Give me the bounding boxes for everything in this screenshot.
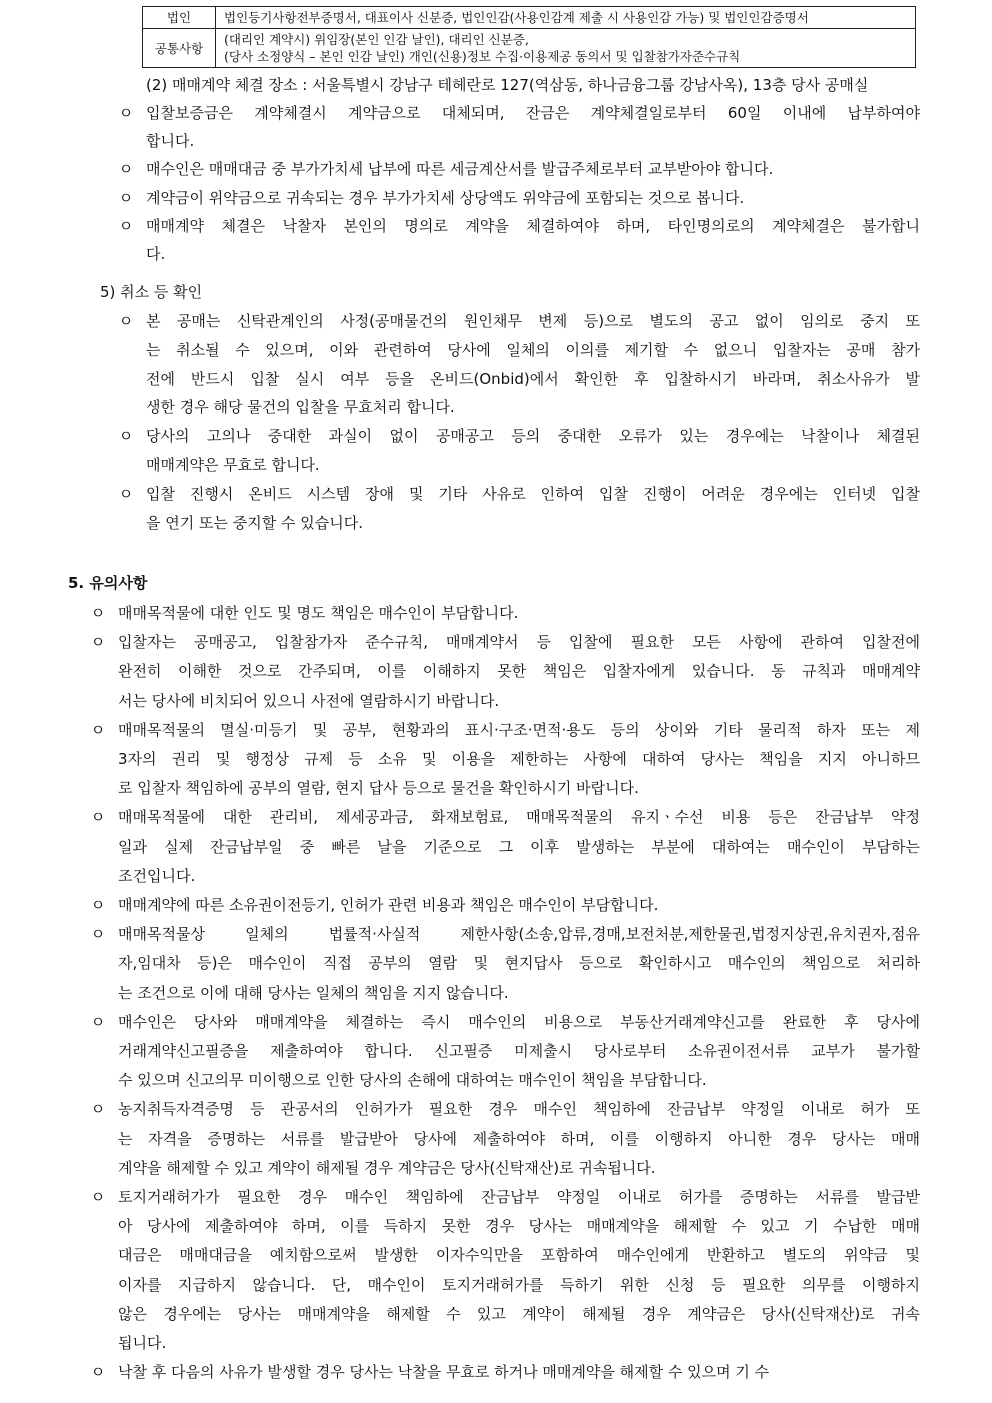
paragraph-line: 계약금이 위약금으로 귀속되는 경우 부가가치세 상당액도 위약금에 포함되는 것으로 봅니다.: [146, 188, 745, 207]
paragraph-line: 는 조건으로 이에 대해 당사는 일체의 책임을 지지 않습니다.: [118, 983, 509, 1002]
table-key-cell: 공통사항: [143, 29, 216, 68]
section-title: 5. 유의사항: [68, 574, 148, 592]
paragraph-line: 이자를 지급하지 않습니다. 단, 매수인이 토지거래허가를 득하기 위한 신청 등 필요한 의무를 이행하지: [118, 1275, 920, 1294]
paragraph-line: 자,임대차 등)은 매수인이 직접 공부의 열람 및 현지답사 등으로 확인하시고 매수인의 책임으로 처리하: [118, 954, 920, 973]
paragraph-line: 생한 경우 해당 물건의 입찰을 무효처리 합니다.: [146, 398, 455, 417]
table-value-cell: [216, 7, 916, 29]
paragraph-line: 아 당사에 제출하여야 하며, 이를 득하지 못한 경우 당사는 매매계약을 해제할 수 있고 기 수납한 매매: [118, 1217, 920, 1236]
contract-place-line: (2) 매매계약 체결 장소 : 서울특별시 강남구 테헤란로 127(역삼동, 하나금융그룹 강남사옥), 13층 당사 공매실: [146, 76, 869, 94]
bullet-marker: ㅇ: [90, 720, 106, 739]
paragraph-line: 을 연기 또는 중지할 수 있습니다.: [146, 513, 363, 532]
paragraph-line: 다.: [146, 245, 166, 263]
subsection-title: 5) 취소 등 확인: [100, 283, 203, 301]
paragraph-line: 입찰 진행시 온비드 시스템 장애 및 기타 사유로 인하여 입찰 진행이 어려운 경우에는 인터넷 입찰: [146, 484, 920, 503]
paragraph-line: 로 입찰자 책임하에 공부의 열람, 현지 답사 등으로 물건을 확인하시기 바랍니다.: [118, 779, 639, 798]
bullet-marker: ㅇ: [90, 1188, 106, 1206]
bullet-marker: ㅇ: [118, 216, 134, 235]
paragraph-line: 는 취소될 수 있으며, 이와 관련하여 당사에 일체의 이의를 제기할 수 없으니 입찰자는 공매 참가: [146, 340, 920, 359]
bullet-marker: ㅇ: [118, 104, 134, 122]
paragraph-line: 합니다.: [146, 132, 195, 151]
table-value-line: (대리인 계약시) 위임장(본인 인감 날인), 대리인 신분증,: [224, 32, 529, 47]
table-row: [143, 29, 916, 68]
table-value-line: (당사 소정양식 – 본인 인감 날인) 개인(신용)정보 수집·이용제공 동의서 및 입찰참가자준수규칙: [224, 49, 741, 64]
bullet-marker: ㅇ: [118, 312, 134, 330]
paragraph-line: 됩니다.: [118, 1334, 167, 1352]
bullet-marker: ㅇ: [118, 484, 134, 503]
paragraph-line: 본 공매는 신탁관계인의 사정(공매물건의 원인채무 변제 등)으로 별도의 공고 없이 임의로 중지 또: [146, 312, 920, 330]
bullet-marker: ㅇ: [90, 604, 106, 622]
bullet-marker: ㅇ: [90, 1100, 106, 1119]
paragraph-line: 토지거래허가가 필요한 경우 매수인 책임하에 잔금납부 약정일 이내로 허가를 증명하는 서류를 발급받: [118, 1188, 920, 1206]
paragraph-line: 완전히 이해한 것으로 간주되며, 이를 이해하지 못한 책임은 입찰자에게 있습니다. 동 규칙과 매매계약: [118, 662, 920, 681]
paragraph-line: 매매계약 체결은 낙찰자 본인의 명의로 계약을 체결하여야 하며, 타인명의로의 계약체결은 불가합니: [146, 216, 920, 235]
paragraph-line: 매매계약에 따른 소유권이전등기, 인허가 관련 비용과 책임은 매수인이 부담합니다.: [118, 896, 659, 914]
paragraph-line: 매매목적물상 일체의 법률적·사실적 제한사항(소송,압류,경매,보전처분,제한물권,법정지상권,유치권자,점유: [118, 925, 920, 944]
bullet-marker: ㅇ: [90, 896, 106, 914]
bullet-marker: ㅇ: [90, 1012, 106, 1031]
paragraph-line: 대금은 매매대금을 예치함으로써 발생한 이자수익만을 포함하여 매수인에게 반환하고 별도의 위약금 및: [118, 1246, 920, 1265]
table-value-cell: [216, 29, 916, 68]
table-row: [143, 7, 916, 29]
paragraph-line: 전에 반드시 입찰 실시 여부 등을 온비드(Onbid)에서 확인한 후 입찰하시기 바라며, 취소사유가 발: [146, 369, 920, 388]
paragraph-line: 는 자격을 증명하는 서류를 발급받아 당사에 제출하여야 하며, 이를 이행하지 아니한 경우 당사는 매매: [118, 1129, 920, 1148]
paragraph-line: 당사의 고의나 중대한 과실이 없이 공매공고 등의 중대한 오류가 있는 경우에는 낙찰이나 체결된: [146, 427, 920, 446]
paragraph-line: 거래계약신고필증을 제출하여야 합니다. 신고필증 미제출시 당사로부터 소유권이전서류 교부가 불가할: [118, 1042, 920, 1060]
paragraph-line: 농지취득자격증명 등 관공서의 인허가가 필요한 경우 매수인 책임하에 잔금납부 약정일 이내로 허가 또: [118, 1100, 920, 1119]
bullet-marker: ㅇ: [90, 633, 106, 652]
table-value-line: 법인등기사항전부증명서, 대표이사 신분증, 법인인감(사용인감계 제출 시 사용인감 가능) 및 법인인감증명서: [224, 10, 809, 25]
paragraph-line: 입찰보증금은 계약체결시 계약금으로 대체되며, 잔금은 계약체결일로부터 60일 이내에 납부하여야: [146, 104, 920, 122]
paragraph-line: 수 있으며 신고의무 미이행으로 인한 당사의 손해에 대하여는 매수인이 책임을 부담합니다.: [118, 1071, 707, 1090]
paragraph-line: 매매목적물의 멸실·미등기 및 공부, 현황과의 표시·구조·면적·용도 등의 상이와 기타 물리적 하자 또는 제: [118, 720, 920, 739]
paragraph-line: 3자의 권리 및 행정상 규제 등 소유 및 이용을 제한하는 사항에 대하여 당사는 책임을 지지 아니하므: [118, 750, 920, 768]
paragraph-line: 조건입니다.: [118, 866, 196, 885]
table-key-cell: 법인: [143, 7, 216, 29]
paragraph-line: 매수인은 매매대금 중 부가가치세 납부에 따른 세금계산서를 발급주체로부터 교부받아야 합니다.: [146, 160, 774, 179]
paragraph-line: 매매목적물에 대한 인도 및 명도 책임은 매수인이 부담합니다.: [118, 604, 519, 622]
bullet-marker: ㅇ: [90, 925, 106, 944]
bullet-marker: ㅇ: [90, 1363, 106, 1382]
paragraph-line: 서는 당사에 비치되어 있으니 사전에 열람하시기 바랍니다.: [118, 691, 500, 710]
bullet-marker: ㅇ: [118, 188, 134, 207]
paragraph-line: 낙찰 후 다음의 사유가 발생할 경우 당사는 낙찰을 무효로 하거나 매매계약을 해제할 수 있으며 기 수: [118, 1363, 770, 1382]
paragraph-line: 입찰자는 공매공고, 입찰참가자 준수규칙, 매매계약서 등 입찰에 필요한 모든 사항에 관하여 입찰전에: [118, 633, 920, 652]
paragraph-line: 매수인은 당사와 매매계약을 체결하는 즉시 매수인의 비용으로 부동산거래계약신고를 완료한 후 당사에: [118, 1012, 920, 1031]
bullet-marker: ㅇ: [118, 160, 134, 179]
paragraph-line: 일과 실제 잔금납부일 중 빠른 날을 기준으로 그 이후 발생하는 부분에 대하여는 매수인이 부담하는: [118, 837, 920, 856]
required-documents-table: [142, 6, 916, 68]
bullet-marker: ㅇ: [90, 808, 106, 827]
paragraph-line: 매매목적물에 대한 관리비, 제세공과금, 화재보험료, 매매목적물의 유지ㆍ수선 비용 등은 잔금납부 약정: [118, 808, 920, 827]
paragraph-line: 계약을 해제할 수 있고 계약이 해제될 경우 계약금은 당사(신탁재산)로 귀속됩니다.: [118, 1158, 656, 1177]
paragraph-line: 매매계약은 무효로 합니다.: [146, 456, 320, 474]
bullet-marker: ㅇ: [118, 427, 134, 446]
paragraph-line: 않은 경우에는 당사는 매매계약을 해제할 수 있고 계약이 해제될 경우 계약금은 당사(신탁재산)로 귀속: [118, 1304, 920, 1323]
